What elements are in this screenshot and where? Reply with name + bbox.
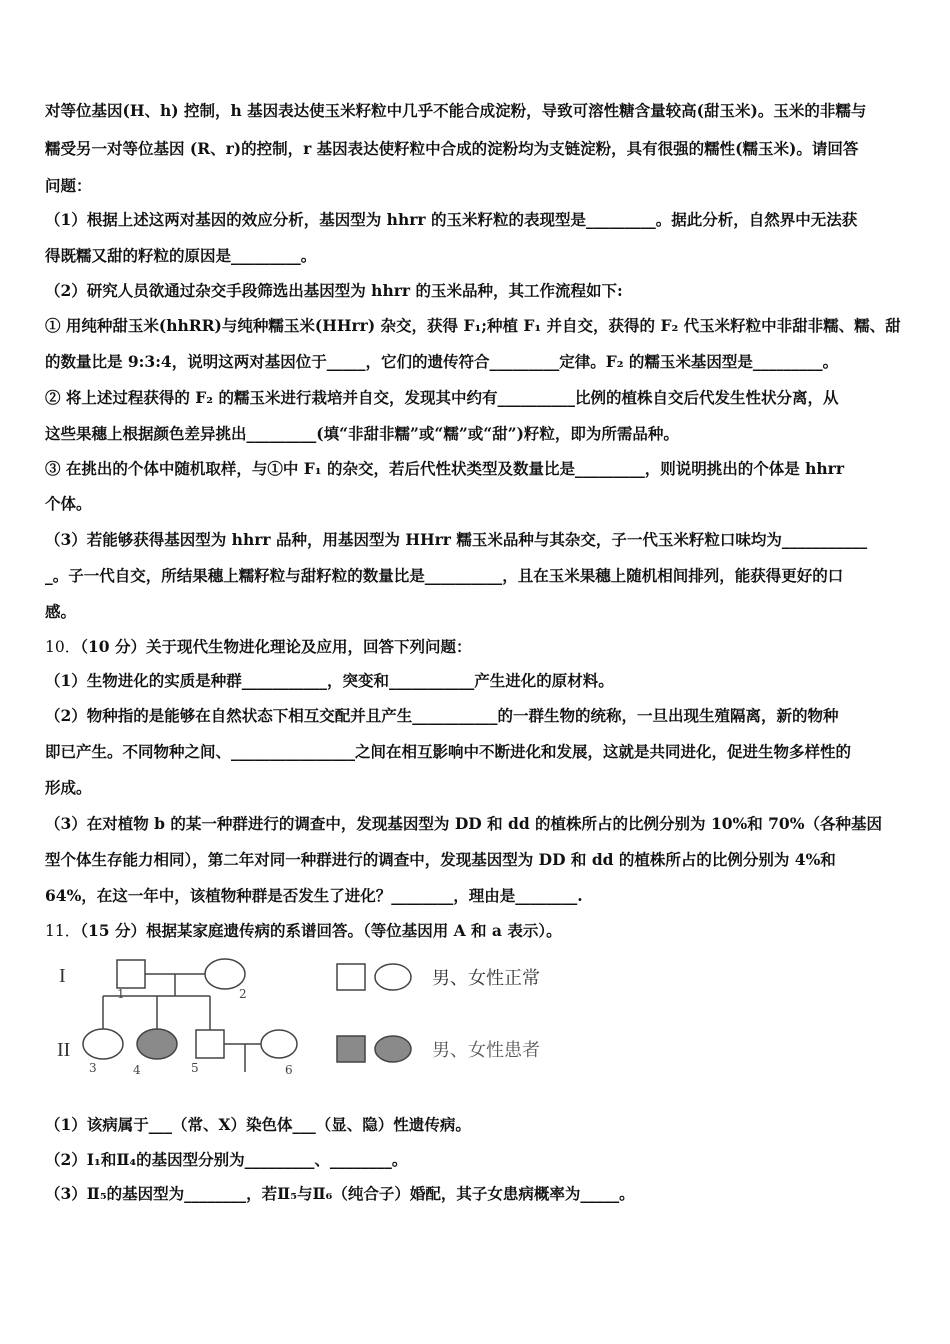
text-line: 的数量比是 9:3:4，说明这两对基因位于_____，它们的遗传符合_________定律。F₂ 的糯玉米基因型是_________。 [45,352,839,371]
text-line: （3）若能够获得基因型为 hhrr 品种，用基因型为 HHrr 糯玉米品种与其杂交，子一代玉米籽粒口味均为___________ [45,530,868,549]
text-line: （1）生物进化的实质是种群___________，突变和___________产生进化的原材料。 [45,671,614,690]
text-line: 形成。 [45,778,92,797]
generation-label-1: I [59,965,66,987]
text-line: （3）Ⅱ₅的基因型为________，若Ⅱ₅与Ⅱ₆（纯合子）婚配，其子女患病概率为_____。 [45,1184,635,1203]
individual-id: 2 [239,987,247,1001]
legend-female-affected [375,1036,411,1062]
text-line: （1）根据上述这两对基因的效应分析，基因型为 hhrr 的玉米籽粒的表现型是_________。据此分析，自然界中无法获 [45,210,858,229]
text-line: 型个体生存能力相同），第二年对同一种群进行的调查中，发现基因型为 DD 和 dd 的植株所占的比例分别为 4%和 [45,850,836,869]
question-title: （15 分）根据某家庭遗传病的系谱回答。（等位基因用 A 和 a 表示）。 [80,921,562,940]
text-line: （1）该病属于___（常、X）染色体___（显、隐）性遗传病。 [45,1115,471,1134]
text-line: 问题： [45,176,92,195]
individual-id: 3 [89,1061,97,1075]
text-line: 个体。 [45,494,92,513]
legend-normal-label: 男、女性正常 [432,968,540,989]
pedigree-diagram [45,952,605,1082]
text-line: （2）物种指的是能够在自然状态下相互交配并且产生___________的一群生物的统称，一旦出现生殖隔离，新的物种 [45,706,839,725]
text-line: （3）在对植物 b 的某一种群进行的调查中，发现基因型为 DD 和 dd 的植株所占的比例分别为 10%和 70%（各种基因 [45,814,882,833]
female-affected-4 [137,1029,177,1059]
text-line: ② 将上述过程获得的 F₂ 的糯玉米进行栽培并自交，发现其中约有__________比例的植株自交后代发生性状分离，从 [45,388,839,407]
question-10-heading [45,637,471,657]
text-line: 得既糯又甜的籽粒的原因是_________。 [45,246,317,265]
female-normal-2 [205,959,245,989]
question-number: 11． [45,922,81,940]
question-11-heading [45,921,562,941]
text-line: （2）研究人员欲通过杂交手段筛选出基因型为 hhrr 的玉米品种，其工作流程如下: [45,281,623,300]
legend-affected-label: 男、女性患者 [432,1040,540,1061]
generation-label-2: II [57,1039,71,1061]
male-normal-5 [196,1030,224,1058]
legend-male-affected [337,1036,365,1062]
male-normal-1 [117,960,145,988]
female-normal-3 [83,1029,123,1059]
individual-id: 4 [133,1063,141,1077]
legend-female-normal [375,964,411,990]
text-line: （2）Ⅰ₁和Ⅱ₄的基因型分别为_________、________。 [45,1150,408,1169]
female-normal-6 [261,1030,297,1058]
text-line: ① 用纯种甜玉米(hhRR)与纯种糯玉米(HHrr) 杂交，获得 F₁;种植 F₁ 并自交，获得的 F₂ 代玉米籽粒中非甜非糯、糯、甜 [45,316,901,335]
text-line: 感。 [45,602,77,621]
individual-id: 1 [117,987,125,1001]
individual-id: 5 [191,1061,199,1075]
text-line: 糯受另一对等位基因 (R、r)的控制，r 基因表达使籽粒中合成的淀粉均为支链淀粉，具有很强的糯性(糯玉米)。请回答 [45,139,859,158]
text-line: _。子一代自交，所结果穗上糯籽粒与甜籽粒的数量比是__________，且在玉米果穗上随机相间排列，能获得更好的口 [45,566,844,585]
question-number: 10． [45,638,81,656]
text-line: ③ 在挑出的个体中随机取样，与①中 F₁ 的杂交，若后代性状类型及数量比是_________，则说明挑出的个体是 hhrr [45,459,845,478]
text-line: 64%，在这一年中，该植物种群是否发生了进化？________，理由是________. [45,886,583,905]
text-line: 即已产生。不同物种之间、________________之间在相互影响中不断进化和发展，这就是共同进化，促进生物多样性的 [45,742,852,761]
individual-id: 6 [285,1063,293,1077]
text-line: 对等位基因(H、h) 控制，h 基因表达使玉米籽粒中几乎不能合成淀粉，导致可溶性糖含量较高(甜玉米)。玉米的非糯与 [45,101,867,120]
legend-male-normal [337,964,365,990]
text-line: 这些果穗上根据颜色差异挑出_________(填“非甜非糯”或“糯”或“甜”)籽粒，即为所需品种。 [45,424,679,443]
question-title: （10 分）关于现代生物进化理论及应用，回答下列问题： [80,637,472,656]
